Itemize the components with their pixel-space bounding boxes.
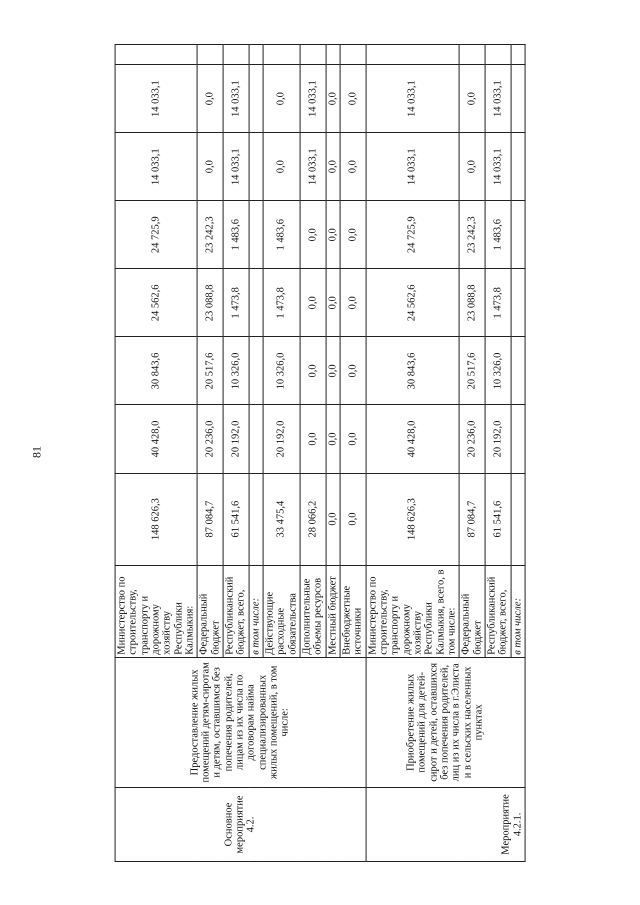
value-cell: 24 725,9 (115, 201, 197, 269)
value-cell: 14 033,1 (300, 133, 326, 201)
value-cell: 20 192,0 (485, 405, 511, 473)
value-cell: 0,0 (340, 65, 366, 133)
value-cell: 23 088,8 (197, 269, 223, 337)
value-cell: 0,0 (326, 201, 340, 269)
value-cell: 0,0 (340, 201, 366, 269)
value-cell: 0,0 (340, 269, 366, 337)
value-cell: 14 033,1 (485, 133, 511, 201)
value-cell (511, 337, 525, 405)
empty-cell (115, 45, 197, 65)
value-cell: 24 562,6 (366, 269, 460, 337)
empty-cell (300, 45, 326, 65)
value-cell (249, 405, 263, 473)
value-cell: 1 483,6 (485, 201, 511, 269)
value-cell (249, 269, 263, 337)
value-cell: 30 843,6 (115, 337, 197, 405)
empty-cell (326, 45, 340, 65)
value-cell (249, 65, 263, 133)
value-cell: 23 088,8 (459, 269, 485, 337)
table-row (115, 45, 197, 862)
source-cell: Федеральный бюджет (197, 565, 223, 657)
empty-cell (511, 45, 525, 65)
value-cell: 14 033,1 (485, 65, 511, 133)
source-cell: Республиканский бюджет, всего, (485, 565, 511, 657)
value-cell: 0,0 (300, 405, 326, 473)
value-cell: 61 541,6 (223, 473, 249, 565)
value-cell: 20 192,0 (223, 405, 249, 473)
value-cell: 1 473,8 (223, 269, 249, 337)
empty-cell (223, 45, 249, 65)
value-cell: 14 033,1 (223, 65, 249, 133)
value-cell: 24 562,6 (115, 269, 197, 337)
value-cell: 14 033,1 (366, 133, 460, 201)
value-cell: 1 473,8 (263, 269, 300, 337)
value-cell: 0,0 (326, 65, 340, 133)
event-code-cell: Основное мероприятие 4.2. (115, 787, 366, 861)
value-cell: 20 192,0 (263, 405, 300, 473)
value-cell (511, 133, 525, 201)
value-cell (511, 269, 525, 337)
value-cell: 14 033,1 (115, 133, 197, 201)
value-cell: 24 725,9 (366, 201, 460, 269)
value-cell: 0,0 (340, 405, 366, 473)
value-cell: 0,0 (326, 405, 340, 473)
empty-cell (459, 45, 485, 65)
event-code-cell: Мероприятие 4.2.1. (366, 787, 525, 861)
value-cell: 1 483,6 (223, 201, 249, 269)
value-cell (249, 201, 263, 269)
value-cell: 40 428,0 (366, 405, 460, 473)
value-cell: 20 236,0 (459, 405, 485, 473)
value-cell: 61 541,6 (485, 473, 511, 565)
value-cell: 0,0 (326, 269, 340, 337)
empty-cell (197, 45, 223, 65)
value-cell: 28 066,2 (300, 473, 326, 565)
source-cell: Республиканский бюджет, всего, (223, 565, 249, 657)
value-cell (511, 201, 525, 269)
value-cell: 30 843,6 (366, 337, 460, 405)
value-cell: 0,0 (300, 201, 326, 269)
value-cell: 20 236,0 (197, 405, 223, 473)
source-cell: Дополнительные объемы ресурсов (300, 565, 326, 657)
value-cell: 0,0 (459, 65, 485, 133)
value-cell: 33 475,4 (263, 473, 300, 565)
value-cell: 0,0 (340, 133, 366, 201)
value-cell (249, 473, 263, 565)
value-cell: 0,0 (263, 65, 300, 133)
value-cell: 23 242,3 (197, 201, 223, 269)
value-cell: 0,0 (300, 269, 326, 337)
value-cell: 87 084,7 (197, 473, 223, 565)
value-cell: 20 517,6 (197, 337, 223, 405)
value-cell: 0,0 (326, 337, 340, 405)
value-cell: 87 084,7 (459, 473, 485, 565)
source-cell: Федеральный бюджет (459, 565, 485, 657)
value-cell (511, 65, 525, 133)
value-cell: 0,0 (263, 133, 300, 201)
value-cell: 20 517,6 (459, 337, 485, 405)
empty-cell (485, 45, 511, 65)
table-row (366, 45, 460, 862)
value-cell: 14 033,1 (223, 133, 249, 201)
empty-cell (249, 45, 263, 65)
event-name-cell: Приобретение жилых помещений для детей-сирот и детей, оставшихся без попечения родителей, лиц из их числа в г.Элиста и в сельских населенных пунктах (366, 657, 525, 787)
value-cell (249, 133, 263, 201)
value-cell: 10 326,0 (263, 337, 300, 405)
value-cell: 23 242,3 (459, 201, 485, 269)
value-cell (511, 405, 525, 473)
empty-cell (263, 45, 300, 65)
source-cell: Министерство по строительству, транспорту и дорожному хозяйству Республики Калмыкия, всего, в том числе: (366, 565, 460, 657)
value-cell: 0,0 (326, 473, 340, 565)
value-cell: 14 033,1 (300, 65, 326, 133)
value-cell: 0,0 (340, 473, 366, 565)
table-body (115, 45, 525, 862)
value-cell: 10 326,0 (485, 337, 511, 405)
event-name-cell: Предоставление жилых помещений детям-сиротам и детям, оставшимся без попечения родителей, лицам из их числа по договорам найма специализированных жилых помещений, в том числе: (115, 657, 366, 787)
value-cell: 0,0 (340, 337, 366, 405)
value-cell: 148 626,3 (115, 473, 197, 565)
source-cell: Внебюджетные источники (340, 565, 366, 657)
value-cell: 1 483,6 (263, 201, 300, 269)
empty-cell (340, 45, 366, 65)
value-cell: 14 033,1 (366, 65, 460, 133)
source-cell: Местный бюджет (326, 565, 340, 657)
value-cell: 14 033,1 (115, 65, 197, 133)
source-cell: Действующие расходные обязательства (263, 565, 300, 657)
value-cell: 0,0 (326, 133, 340, 201)
value-cell: 1 473,8 (485, 269, 511, 337)
source-cell: в том числе: (249, 565, 263, 657)
source-cell: в том числе: (511, 565, 525, 657)
value-cell (511, 473, 525, 565)
value-cell: 0,0 (300, 337, 326, 405)
page-number: 81 (29, 446, 44, 458)
empty-cell (366, 45, 460, 65)
value-cell: 0,0 (197, 65, 223, 133)
value-cell: 0,0 (459, 133, 485, 201)
source-cell: Министерство по строительству, транспорту и дорожному хозяйству Республики Калмыкия: (115, 565, 197, 657)
value-cell: 10 326,0 (223, 337, 249, 405)
value-cell: 148 626,3 (366, 473, 460, 565)
value-cell: 40 428,0 (115, 405, 197, 473)
value-cell (249, 337, 263, 405)
value-cell: 0,0 (197, 133, 223, 201)
rotated-table-wrapper (115, 44, 526, 862)
budget-table (115, 44, 526, 862)
